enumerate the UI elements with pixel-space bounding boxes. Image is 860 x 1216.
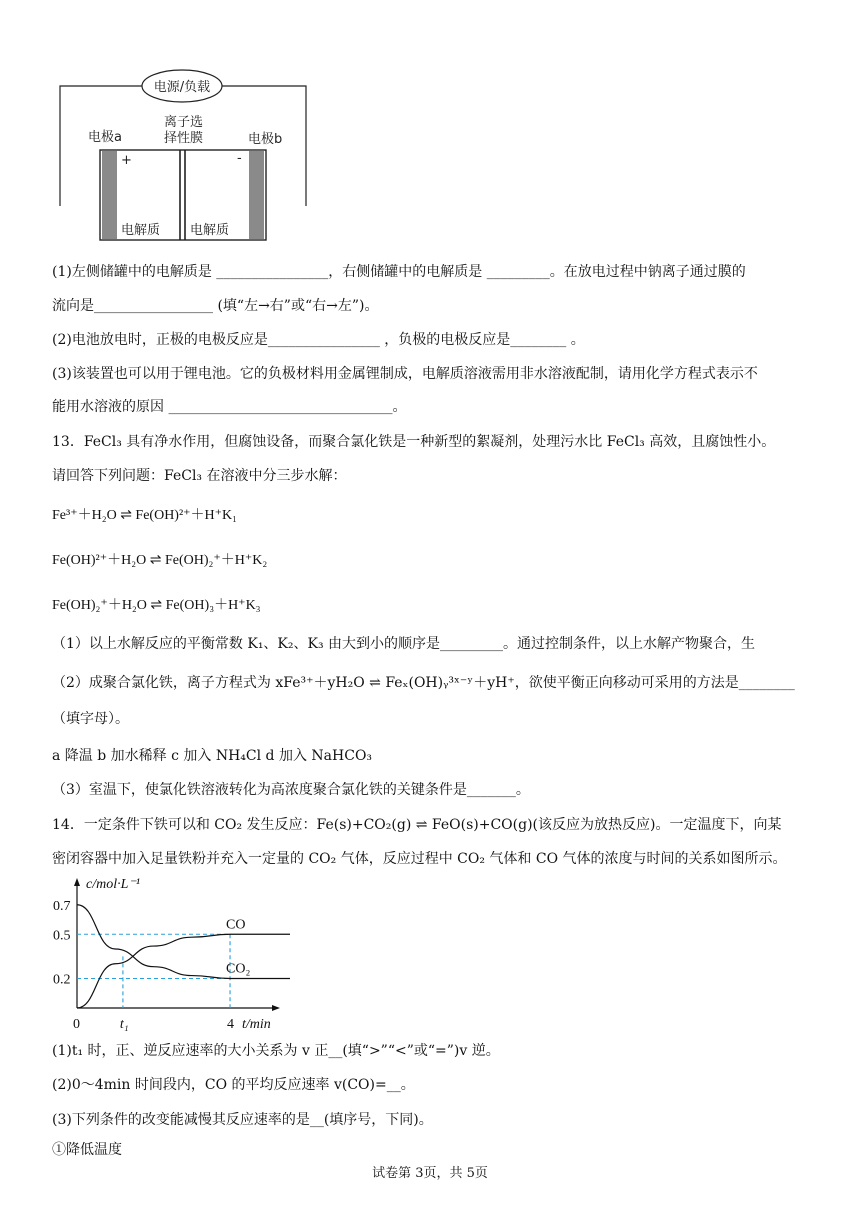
q13-equation-1: Fe³⁺＋H₂O ⇌ Fe(OH)²⁺＋H⁺K₁	[52, 508, 238, 523]
y-tick-label: 0.5	[53, 928, 71, 944]
y-tick-label: 0.2	[53, 972, 71, 988]
cell-diagram	[52, 66, 312, 246]
q14-part2: (2)0～4min 时间段内，CO 的平均反应速率 v(CO)=__。	[52, 1077, 415, 1093]
q13-intro-line1: 13．FeCl₃ 具有净水作用，但腐蚀设备，而聚合氯化铁是一种新型的絮凝剂，处理污水比 FeCl₃ 高效，且腐蚀性小。	[52, 434, 776, 450]
page-footer: 试卷第 3页，共 5页	[372, 1166, 488, 1181]
q13-sub3: （3）室温下，使氯化铁溶液转化为高浓度聚合氯化铁的关键条件是_______。	[52, 782, 530, 798]
q13-sub2-tail: （填字母）。	[52, 711, 129, 727]
electrolyte-left: 电解质	[121, 223, 161, 238]
minus-sign: -	[237, 151, 242, 166]
electrode-a	[102, 151, 117, 239]
source-label: 电源/负载	[153, 80, 211, 95]
q12-part1-line2: 流向是_________________ (填“左→右”或“右→左”)。	[52, 298, 379, 314]
y-axis-label: c/mol·L⁻¹	[86, 877, 140, 892]
q12-part3-line1: (3)该装置也可以用于锂电池。它的负极材料用金属锂制成，电解质溶液需用非水溶液配制，请用化学方程式表示不	[52, 366, 758, 382]
q13-sub2: （2）成聚合氯化铁，离子方程式为 xFe³⁺＋yH₂O ⇌ Feₓ(OH)ᵧ³ˣ⁻ʸ＋yH⁺，欲使平衡正向移动可采用的方法是________	[52, 675, 795, 691]
x-axis-arrow	[272, 1005, 280, 1011]
plus-sign: +	[121, 153, 132, 168]
q13-sub1: （1）以上水解反应的平衡常数 K₁、K₂、K₃ 由大到小的顺序是_________。通过控制条件，以上水解产物聚合，生	[52, 636, 756, 652]
series-label-co: CO	[226, 917, 246, 933]
y-tick-label: 0.7	[53, 898, 71, 914]
y-axis-arrow	[74, 878, 80, 886]
series-line-co	[77, 934, 290, 1008]
q14-intro-line1: 14．一定条件下铁可以和 CO₂ 发生反应：Fe(s)+CO₂(g) ⇌ FeO(s)+CO(g)(该反应为放热反应)。一定温度下，向某	[52, 817, 782, 833]
q12-part1-line1: (1)左侧储罐中的电解质是 ________________，右侧储罐中的电解质是 _________。在放电过程中钠离子通过膜的	[52, 264, 746, 280]
electrode-a-label: 电极a	[88, 130, 122, 145]
electrode-b-label: 电极b	[248, 132, 283, 147]
q14-part3: (3)下列条件的改变能减慢其反应速率的是__(填序号，下同)。	[52, 1112, 433, 1128]
q14-intro-line2: 密闭容器中加入足量铁粉并充入一定量的 CO₂ 气体，反应过程中 CO₂ 气体和 CO 气体的浓度与时间的关系如图所示。	[52, 851, 787, 867]
concentration-time-chart	[50, 872, 290, 1032]
membrane-label-1: 离子选	[164, 115, 204, 130]
q12-part2: (2)电池放电时，正极的电极反应是________________ ，负极的电极反应是________ 。	[52, 332, 585, 348]
q13-options: a 降温 b 加水稀释 c 加入 NH₄Cl d 加入 NaHCO₃	[52, 748, 373, 764]
q13-intro-line2: 请回答下列问题：FeCl₃ 在溶液中分三步水解：	[52, 468, 347, 484]
x-axis-label: t/min	[242, 1017, 271, 1032]
x-tick-label: 4	[227, 1017, 235, 1032]
q12-part3-line2: 能用水溶液的原因 ________________________________。	[52, 399, 407, 415]
series-line-co2	[77, 905, 290, 979]
q14-part1: (1)t₁ 时，正、逆反应速率的大小关系为 v 正__(填“>”“<”或“=”)v 逆。	[52, 1043, 500, 1059]
x-tick-label: 0	[73, 1017, 80, 1032]
q13-equation-3: Fe(OH)₂⁺＋H₂O ⇌ Fe(OH)₃＋H⁺K₃	[52, 598, 261, 613]
electrode-b	[249, 151, 264, 239]
series-label-co2: CO₂	[226, 961, 251, 977]
q14-option1: ①降低温度	[52, 1142, 122, 1158]
electrolyte-right: 电解质	[190, 223, 230, 238]
q13-equation-2: Fe(OH)²⁺＋H₂O ⇌ Fe(OH)₂⁺＋H⁺K₂	[52, 553, 268, 568]
membrane-label-2: 择性膜	[164, 131, 204, 146]
x-tick-label: t₁	[119, 1017, 129, 1032]
